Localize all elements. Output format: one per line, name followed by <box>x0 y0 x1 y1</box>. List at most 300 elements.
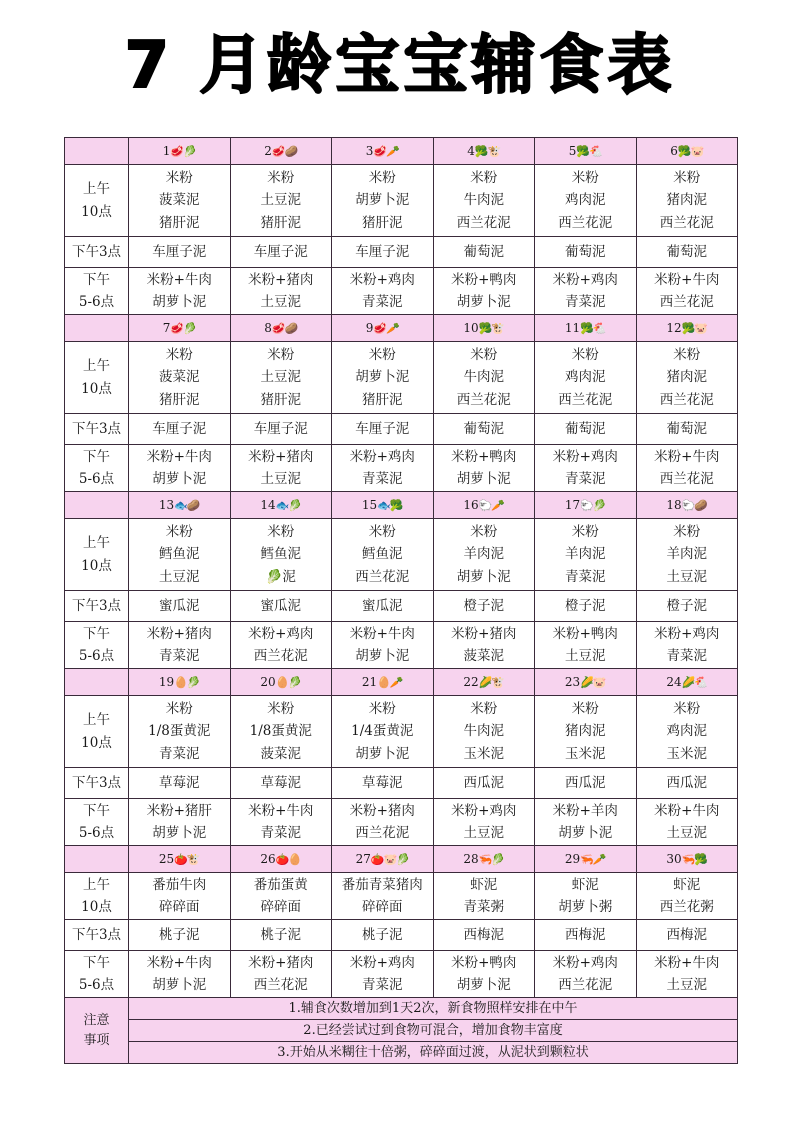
meal-item: 米粉+猪肉 <box>146 625 212 642</box>
morning-meal-cell <box>230 342 332 414</box>
meal-item: 西兰花泥 <box>558 391 613 408</box>
afternoon-meal-cell: 桃子泥 <box>129 920 231 951</box>
meal-item: 米粉 <box>470 700 498 717</box>
evening-meal-cell <box>433 268 535 315</box>
meal-item: 西兰花泥 <box>659 214 714 231</box>
meal-item: 米粉+牛肉 <box>248 802 314 819</box>
food-icons: 🥚🥬 <box>275 675 302 689</box>
morning-meal-cell <box>230 165 332 237</box>
evening-label <box>65 622 129 669</box>
meal-item: 玉米泥 <box>565 745 606 762</box>
morning-label <box>65 519 129 591</box>
day-header-cell <box>129 846 231 873</box>
evening-meal-cell <box>535 951 637 998</box>
day-header-cell <box>230 669 332 696</box>
meal-item: 胡萝卜泥 <box>152 977 207 993</box>
meal-item: 西兰花泥 <box>456 391 511 408</box>
meal-item: 西兰花粥 <box>659 899 714 915</box>
meal-item: 番茄青菜猪肉 <box>341 876 423 893</box>
meal-item: 猪肝泥 <box>362 391 403 408</box>
meal-item: 米粉 <box>571 523 599 540</box>
meal-item: 土豆泥 <box>666 977 707 993</box>
afternoon-meal-cell: 西梅泥 <box>433 920 535 951</box>
meal-item: 胡萝卜泥 <box>456 568 511 585</box>
meal-item: 米粉+鸡肉 <box>552 271 618 288</box>
feeding-schedule-table <box>64 137 738 1064</box>
morning-label <box>65 165 129 237</box>
meal-item: 青菜粥 <box>463 899 504 915</box>
meal-item: 🥬泥 <box>265 568 296 585</box>
evening-label <box>65 268 129 315</box>
meal-item: 西兰花泥 <box>558 214 613 231</box>
label-line: 下午 <box>83 271 110 288</box>
label-line: 上午 <box>83 181 110 197</box>
morning-meal-cell <box>332 519 434 591</box>
food-icons: 🌽🐔 <box>681 675 708 689</box>
day-header-cell <box>535 138 637 165</box>
day-number: 28 <box>463 851 479 866</box>
food-icons: 🐑🥕 <box>478 498 505 512</box>
afternoon-meal-cell: 车厘子泥 <box>332 414 434 445</box>
day-number: 26 <box>260 851 276 866</box>
morning-meal-cell <box>535 696 637 768</box>
day-header-cell <box>433 669 535 696</box>
meal-item: 西兰花泥 <box>355 825 410 841</box>
day-number: 17 <box>564 497 581 512</box>
afternoon-meal-cell: 橙子泥 <box>433 591 535 622</box>
meal-item: 猪肝泥 <box>159 214 200 231</box>
meal-item: 虾泥 <box>673 876 701 893</box>
food-icons: 🍅🐮 <box>174 852 200 866</box>
meal-item: 青菜泥 <box>159 648 200 664</box>
corner-cell <box>65 669 129 696</box>
meal-item: 番茄牛肉 <box>152 876 207 893</box>
day-header-cell <box>433 492 535 519</box>
label-line: 10点 <box>81 899 112 915</box>
meal-item: 米粉+鸡肉 <box>349 954 415 971</box>
meal-item: 米粉 <box>368 700 396 717</box>
morning-meal-cell <box>636 519 738 591</box>
label-line: 5-6点 <box>78 294 115 310</box>
evening-meal-cell <box>332 445 434 492</box>
morning-meal-cell <box>332 696 434 768</box>
food-icons: 🥚🥬 <box>174 675 200 689</box>
meal-item: 米粉+猪肉 <box>248 448 314 465</box>
label-line: 下午 <box>83 954 110 971</box>
meal-item: 猪肉泥 <box>666 369 707 386</box>
meal-item: 米粉+鸭肉 <box>451 448 517 465</box>
meal-item: 米粉+牛肉 <box>654 271 720 288</box>
evening-meal-cell <box>433 622 535 669</box>
afternoon-meal-cell: 车厘子泥 <box>230 237 332 268</box>
label-line: 5-6点 <box>78 471 115 487</box>
food-icons: 🥩🥕 <box>373 321 399 335</box>
meal-item: 胡萝卜泥 <box>456 471 511 487</box>
meal-item: 羊肉泥 <box>565 546 606 563</box>
meal-item: 鳕鱼泥 <box>260 546 301 563</box>
meal-item: 鳕鱼泥 <box>159 546 200 563</box>
food-icons: 🐟🥔 <box>174 498 200 512</box>
evening-label <box>65 445 129 492</box>
afternoon-meal-cell: 草莓泥 <box>230 768 332 799</box>
day-header-row <box>65 846 738 873</box>
meal-item: 牛肉泥 <box>463 369 504 386</box>
morning-meal-cell <box>535 519 637 591</box>
morning-meal-cell <box>636 696 738 768</box>
meal-item: 胡萝卜泥 <box>152 825 207 841</box>
morning-meal-cell <box>535 342 637 414</box>
meal-item: 米粉 <box>267 346 295 363</box>
day-header-cell <box>129 669 231 696</box>
food-icons: 🥩🥔 <box>271 144 298 158</box>
meal-item: 青菜泥 <box>565 294 606 310</box>
food-icons: 🥩🥬 <box>170 144 196 158</box>
day-number: 14 <box>260 497 276 512</box>
afternoon-meal-cell: 西瓜泥 <box>433 768 535 799</box>
meal-item: 胡萝卜粥 <box>558 899 613 915</box>
food-icons: 🥩🥬 <box>170 321 196 335</box>
morning-meal-cell <box>129 165 231 237</box>
day-header-cell <box>129 315 231 342</box>
meal-item: 菠菜泥 <box>159 192 200 209</box>
evening-meal-cell <box>332 799 434 846</box>
morning-meal-cell <box>433 519 535 591</box>
meal-item: 米粉+牛肉 <box>146 271 212 288</box>
label-line: 5-6点 <box>78 977 115 993</box>
meal-item: 碎碎面 <box>362 899 403 915</box>
meal-item: 青菜泥 <box>260 825 301 841</box>
day-number: 10 <box>463 320 479 335</box>
label-line: 10点 <box>81 380 112 397</box>
afternoon-meal-cell: 橙子泥 <box>636 591 738 622</box>
food-icons: 🥦🐮 <box>474 144 501 158</box>
day-number: 11 <box>564 320 581 335</box>
day-number: 15 <box>361 497 378 512</box>
afternoon-meal-cell: 葡萄泥 <box>535 414 637 445</box>
day-number: 8 <box>264 320 272 335</box>
food-icons: 🥦🐷 <box>677 144 704 158</box>
meal-item: 米粉+猪肉 <box>451 625 517 642</box>
label-line: 上午 <box>83 358 110 374</box>
note-text: 3.开始从米糊往十倍粥，碎碎面过渡，从泥状到颗粒状 <box>129 1042 738 1064</box>
meal-item: 米粉 <box>165 700 193 717</box>
day-header-cell <box>433 138 535 165</box>
evening-meal-cell <box>332 951 434 998</box>
page-title: 7 月龄宝宝辅食表 <box>124 29 676 103</box>
meal-item: 碎碎面 <box>260 899 301 915</box>
meal-item: 米粉+鸡肉 <box>552 954 618 971</box>
meal-item: 1/4蛋黄泥 <box>351 723 414 740</box>
afternoon-meal-cell: 蜜瓜泥 <box>129 591 231 622</box>
food-icons: 🥦🐷 <box>681 321 708 335</box>
day-header-cell <box>332 846 434 873</box>
meal-item: 米粉+鸡肉 <box>349 271 415 288</box>
label-line: 上午 <box>83 712 110 728</box>
meal-item: 米粉 <box>673 523 701 540</box>
meal-item: 米粉 <box>673 346 701 363</box>
day-number: 25 <box>158 851 175 866</box>
morning-meal-cell <box>230 873 332 920</box>
meal-item: 米粉+鸡肉 <box>349 448 415 465</box>
meal-item: 米粉+牛肉 <box>349 625 415 642</box>
meal-item: 胡萝卜泥 <box>456 977 511 993</box>
meal-item: 米粉+鸡肉 <box>654 625 720 642</box>
food-icons: 🥦🐔 <box>576 144 602 158</box>
meal-item: 青菜泥 <box>362 294 403 310</box>
morning-row <box>65 696 738 768</box>
meal-item: 米粉 <box>165 346 193 363</box>
meal-item: 土豆泥 <box>159 568 200 585</box>
evening-meal-cell <box>535 799 637 846</box>
afternoon-meal-cell: 西梅泥 <box>535 920 637 951</box>
day-header-cell <box>129 138 231 165</box>
meal-item: 猪肝泥 <box>260 214 301 231</box>
meal-item: 米粉 <box>470 169 498 186</box>
day-header-cell <box>433 315 535 342</box>
notes-label <box>65 998 129 1064</box>
meal-item: 土豆泥 <box>260 294 301 310</box>
meal-item: 虾泥 <box>571 876 599 893</box>
day-number: 22 <box>463 674 479 689</box>
meal-item: 米粉 <box>368 169 396 186</box>
evening-row <box>65 445 738 492</box>
label-line: 10点 <box>81 734 112 751</box>
meal-item: 玉米泥 <box>666 745 707 762</box>
meal-item: 米粉+猪肉 <box>248 954 314 971</box>
label-line: 下午 <box>83 625 110 642</box>
morning-row <box>65 165 738 237</box>
day-number: 4 <box>467 143 475 158</box>
meal-item: 米粉 <box>470 346 498 363</box>
evening-meal-cell <box>230 268 332 315</box>
label-line: 10点 <box>81 203 112 220</box>
meal-item: 胡萝卜泥 <box>152 471 207 487</box>
meal-item: 牛肉泥 <box>463 192 504 209</box>
day-header-cell <box>332 315 434 342</box>
morning-row <box>65 519 738 591</box>
meal-item: 胡萝卜泥 <box>456 294 511 310</box>
day-number: 18 <box>666 497 682 512</box>
evening-row <box>65 951 738 998</box>
meal-item: 鸡肉泥 <box>565 369 606 386</box>
day-number: 3 <box>365 143 374 158</box>
afternoon-meal-cell: 葡萄泥 <box>433 237 535 268</box>
corner-cell <box>65 138 129 165</box>
meal-item: 米粉 <box>571 169 599 186</box>
evening-meal-cell <box>230 445 332 492</box>
day-number: 27 <box>355 851 371 866</box>
meal-item: 西兰花泥 <box>659 294 714 310</box>
day-number: 23 <box>564 674 581 689</box>
label-line: 5-6点 <box>78 648 115 664</box>
food-icons: 🌽🐷 <box>580 675 606 689</box>
evening-meal-cell <box>433 951 535 998</box>
meal-item: 米粉 <box>673 169 701 186</box>
morning-meal-cell <box>332 342 434 414</box>
meal-item: 青菜泥 <box>362 977 403 993</box>
evening-meal-cell <box>230 799 332 846</box>
corner-cell <box>65 846 129 873</box>
evening-meal-cell <box>535 268 637 315</box>
afternoon-meal-cell: 蜜瓜泥 <box>332 591 434 622</box>
day-number: 20 <box>260 674 276 689</box>
evening-meal-cell <box>433 799 535 846</box>
meal-item: 米粉+猪肝 <box>146 802 212 819</box>
afternoon-label: 下午3点 <box>65 768 129 799</box>
day-header-cell <box>535 846 637 873</box>
label-line: 下午 <box>83 802 110 819</box>
meal-item: 米粉+鸭肉 <box>552 625 618 642</box>
day-number: 24 <box>666 674 682 689</box>
afternoon-meal-cell: 桃子泥 <box>332 920 434 951</box>
afternoon-label: 下午3点 <box>65 591 129 622</box>
meal-item: 鸡肉泥 <box>666 723 707 740</box>
day-number: 13 <box>158 497 175 512</box>
day-header-cell <box>230 138 332 165</box>
afternoon-meal-cell: 草莓泥 <box>129 768 231 799</box>
meal-item: 猪肝泥 <box>159 391 200 408</box>
afternoon-meal-cell: 西瓜泥 <box>636 768 738 799</box>
meal-item: 牛肉泥 <box>463 723 504 740</box>
afternoon-meal-cell: 蜜瓜泥 <box>230 591 332 622</box>
note-row <box>65 1020 738 1042</box>
morning-meal-cell <box>535 165 637 237</box>
meal-item: 米粉+牛肉 <box>654 448 720 465</box>
afternoon-meal-cell: 葡萄泥 <box>636 237 738 268</box>
morning-meal-cell <box>129 519 231 591</box>
meal-item: 米粉 <box>571 346 599 363</box>
meal-item: 土豆泥 <box>260 471 301 487</box>
food-icons: 🥩🥕 <box>373 144 399 158</box>
food-icons: 🥚🥕 <box>377 675 403 689</box>
day-header-row <box>65 315 738 342</box>
evening-meal-cell <box>636 622 738 669</box>
meal-item: 猪肉泥 <box>666 192 707 209</box>
food-icons: 🥦🐔 <box>580 321 606 335</box>
meal-item: 猪肝泥 <box>260 391 301 408</box>
morning-meal-cell <box>332 165 434 237</box>
meal-item: 胡萝卜泥 <box>355 369 410 386</box>
meal-item: 米粉+牛肉 <box>146 448 212 465</box>
food-icons: 🐑🥔 <box>681 498 708 512</box>
food-icons: 🍅🥚 <box>275 852 302 866</box>
note-row <box>65 998 738 1020</box>
evening-meal-cell <box>636 268 738 315</box>
meal-item: 米粉+猪肉 <box>349 802 415 819</box>
meal-item: 米粉+牛肉 <box>146 954 212 971</box>
label-line: 5-6点 <box>78 825 115 841</box>
morning-meal-cell <box>636 342 738 414</box>
day-header-cell <box>433 846 535 873</box>
day-number: 2 <box>264 143 272 158</box>
meal-item: 胡萝卜泥 <box>355 745 410 762</box>
meal-item: 米粉 <box>368 523 396 540</box>
food-icons: 🍅🐷🥬 <box>370 852 409 866</box>
afternoon-row <box>65 591 738 622</box>
meal-item: 碎碎面 <box>159 899 200 915</box>
meal-item: 鳕鱼泥 <box>362 546 403 563</box>
day-header-cell <box>230 315 332 342</box>
day-header-cell <box>636 492 738 519</box>
afternoon-label: 下午3点 <box>65 237 129 268</box>
meal-item: 米粉 <box>165 523 193 540</box>
meal-item: 米粉 <box>267 169 295 186</box>
meal-item: 1/8蛋黄泥 <box>148 723 211 740</box>
morning-meal-cell <box>433 696 535 768</box>
day-header-row <box>65 492 738 519</box>
meal-item: 米粉 <box>571 700 599 717</box>
day-header-cell <box>636 669 738 696</box>
afternoon-label: 下午3点 <box>65 920 129 951</box>
meal-item: 西兰花泥 <box>558 977 613 993</box>
meal-item: 菠菜泥 <box>463 648 504 664</box>
meal-item: 菠菜泥 <box>159 369 200 386</box>
evening-label <box>65 799 129 846</box>
meal-item: 菠菜泥 <box>260 745 301 762</box>
evening-meal-cell <box>636 799 738 846</box>
meal-item: 米粉+牛肉 <box>654 954 720 971</box>
morning-meal-cell <box>535 873 637 920</box>
morning-row <box>65 342 738 414</box>
afternoon-meal-cell: 葡萄泥 <box>636 414 738 445</box>
afternoon-meal-cell: 桃子泥 <box>230 920 332 951</box>
meal-item: 米粉+鸭肉 <box>451 271 517 288</box>
day-header-cell <box>535 492 637 519</box>
afternoon-row <box>65 237 738 268</box>
meal-item: 1/8蛋黄泥 <box>249 723 312 740</box>
day-number: 16 <box>463 497 479 512</box>
day-number: 6 <box>670 143 678 158</box>
meal-item: 羊肉泥 <box>666 546 707 563</box>
meal-item: 西兰花泥 <box>456 214 511 231</box>
evening-row <box>65 622 738 669</box>
day-number: 7 <box>162 320 171 335</box>
note-text: 1.辅食次数增加到1天2次，新食物照样安排在中午 <box>129 998 738 1020</box>
day-header-cell <box>332 492 434 519</box>
label-line: 上午 <box>83 535 110 551</box>
morning-meal-cell <box>636 873 738 920</box>
day-number: 12 <box>666 320 682 335</box>
meal-item: 青菜泥 <box>362 471 403 487</box>
afternoon-meal-cell: 草莓泥 <box>332 768 434 799</box>
label-line: 注意 <box>83 1012 110 1028</box>
afternoon-meal-cell: 车厘子泥 <box>129 237 231 268</box>
day-header-cell <box>332 669 434 696</box>
meal-item: 米粉+猪肉 <box>248 271 314 288</box>
day-header-cell <box>332 138 434 165</box>
morning-meal-cell <box>230 696 332 768</box>
food-icons: 🐟🥬 <box>275 498 302 512</box>
evening-meal-cell <box>230 622 332 669</box>
note-text: 2.已经尝试过到食物可混合，增加食物丰富度 <box>129 1020 738 1042</box>
day-header-row <box>65 669 738 696</box>
meal-item: 米粉 <box>267 523 295 540</box>
evening-meal-cell <box>636 951 738 998</box>
evening-row <box>65 268 738 315</box>
meal-item: 西兰花泥 <box>253 977 308 993</box>
morning-meal-cell <box>636 165 738 237</box>
evening-meal-cell <box>129 268 231 315</box>
morning-meal-cell <box>332 873 434 920</box>
food-icons: 🐟🥦 <box>377 498 403 512</box>
day-header-cell <box>636 138 738 165</box>
meal-item: 土豆泥 <box>666 568 707 585</box>
morning-meal-cell <box>129 342 231 414</box>
morning-row <box>65 873 738 920</box>
morning-meal-cell <box>129 696 231 768</box>
afternoon-label: 下午3点 <box>65 414 129 445</box>
meal-item: 羊肉泥 <box>463 546 504 563</box>
